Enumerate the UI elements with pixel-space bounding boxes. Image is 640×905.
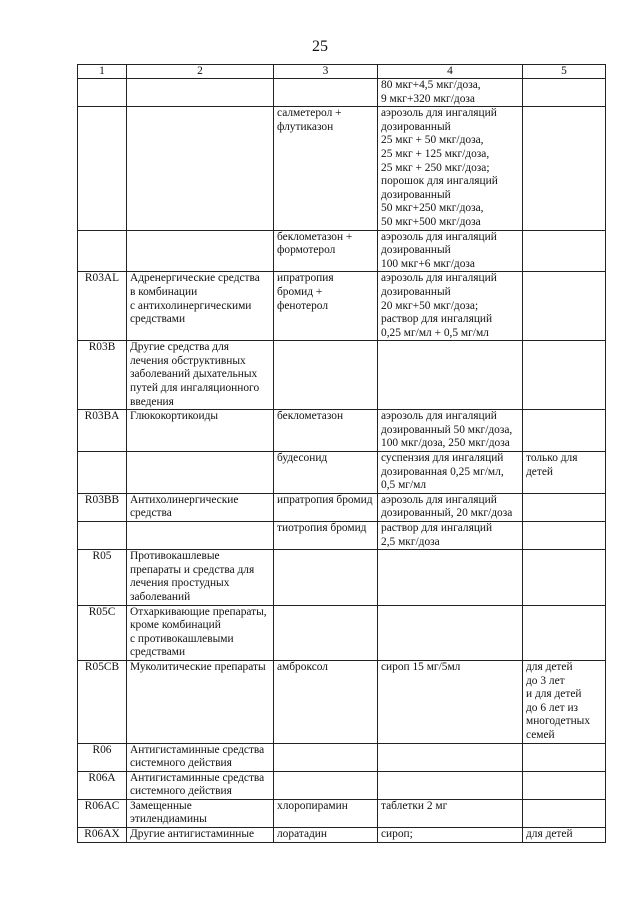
dosage-form-cell <box>378 771 523 799</box>
drug-name-cell <box>274 550 378 605</box>
drug-name-cell: лоратадин <box>274 828 378 843</box>
table-row <box>78 743 606 771</box>
group-name-cell <box>127 522 274 550</box>
note-cell <box>523 341 606 410</box>
dosage-form-cell: сироп; <box>378 828 523 843</box>
atc-code-cell: R06A <box>78 771 127 799</box>
dosage-form-cell: аэрозоль для ингаляций дозированный 25 мкг + 50 мкг/доза, 25 мкг + 125 мкг/доза, 25 мкг + 250 мкг/доза; порошок для ингаляций дозированный 50 мкг+250 мкг/доза, 50 мкг+500 мкг/доза <box>378 107 523 230</box>
drug-name-cell <box>274 341 378 410</box>
dosage-form-cell: 80 мкг+4,5 мкг/доза, 9 мкг+320 мкг/доза <box>378 79 523 107</box>
drug-name-cell: беклометазон <box>274 410 378 452</box>
atc-code-cell <box>78 79 127 107</box>
table-row <box>78 660 606 743</box>
atc-code-cell <box>78 522 127 550</box>
dosage-form-cell <box>378 550 523 605</box>
column-header: 4 <box>378 65 523 79</box>
dosage-form-cell: таблетки 2 мг <box>378 799 523 827</box>
table-row <box>78 799 606 827</box>
group-name-cell: Антигистаминные средства системного действия <box>127 771 274 799</box>
drug-name-cell: амброксол <box>274 660 378 743</box>
atc-code-cell: R05C <box>78 605 127 660</box>
group-name-cell: Муколитические препараты <box>127 660 274 743</box>
atc-code-cell: R05 <box>78 550 127 605</box>
note-cell <box>523 550 606 605</box>
drug-name-cell: хлоропирамин <box>274 799 378 827</box>
note-cell <box>523 410 606 452</box>
header-row <box>78 65 606 79</box>
dosage-form-cell: аэрозоль для ингаляций дозированный 20 мкг+50 мкг/доза; раствор для ингаляций 0,25 мг/мл + 0,5 мг/мл <box>378 272 523 341</box>
drug-name-cell <box>274 743 378 771</box>
group-name-cell <box>127 230 274 272</box>
note-cell <box>523 771 606 799</box>
atc-code-cell: R03BB <box>78 493 127 521</box>
group-name-cell <box>127 79 274 107</box>
group-name-cell: Противокашлевые препараты и средства для лечения простудных заболеваний <box>127 550 274 605</box>
atc-code-cell: R03AL <box>78 272 127 341</box>
note-cell: для детей <box>523 828 606 843</box>
table-row <box>78 522 606 550</box>
drug-name-cell: ипратропия бромид <box>274 493 378 521</box>
note-cell <box>523 522 606 550</box>
atc-code-cell <box>78 107 127 230</box>
dosage-form-cell <box>378 605 523 660</box>
dosage-form-cell: аэрозоль для ингаляций дозированный, 20 мкг/доза <box>378 493 523 521</box>
dosage-form-cell <box>378 743 523 771</box>
dosage-form-cell: суспензия для ингаляций дозированная 0,25 мг/мл, 0,5 мг/мл <box>378 452 523 494</box>
page-number: 25 <box>312 38 328 55</box>
column-header: 3 <box>274 65 378 79</box>
group-name-cell <box>127 452 274 494</box>
atc-code-cell: R05CB <box>78 660 127 743</box>
drug-name-cell: беклометазон + формотерол <box>274 230 378 272</box>
table-row <box>78 771 606 799</box>
group-name-cell: Другие средства для лечения обструктивных заболеваний дыхательных путей для ингаляционного введения <box>127 341 274 410</box>
group-name-cell: Отхаркивающие препараты, кроме комбинаций с противокашлевыми средствами <box>127 605 274 660</box>
note-cell <box>523 605 606 660</box>
atc-code-cell: R06 <box>78 743 127 771</box>
note-cell <box>523 107 606 230</box>
dosage-form-cell: аэрозоль для ингаляций дозированный 50 мкг/доза, 100 мкг/доза, 250 мкг/доза <box>378 410 523 452</box>
column-header: 2 <box>127 65 274 79</box>
dosage-form-cell: раствор для ингаляций 2,5 мкг/доза <box>378 522 523 550</box>
drug-name-cell: ипратропия бромид + фенотерол <box>274 272 378 341</box>
dosage-form-cell: аэрозоль для ингаляций дозированный 100 мкг+6 мкг/доза <box>378 230 523 272</box>
note-cell <box>523 230 606 272</box>
table-row <box>78 828 606 843</box>
drug-name-cell: будесонид <box>274 452 378 494</box>
column-header: 1 <box>78 65 127 79</box>
atc-code-cell <box>78 452 127 494</box>
column-header: 5 <box>523 65 606 79</box>
group-name-cell: Замещенные этилендиамины <box>127 799 274 827</box>
drug-name-cell <box>274 771 378 799</box>
note-cell <box>523 743 606 771</box>
group-name-cell <box>127 107 274 230</box>
atc-code-cell <box>78 230 127 272</box>
note-cell <box>523 493 606 521</box>
table-row <box>78 341 606 410</box>
group-name-cell: Адренергические средства в комбинации с антихолинергическими средствами <box>127 272 274 341</box>
atc-code-cell: R03BA <box>78 410 127 452</box>
table-row <box>78 493 606 521</box>
table-row <box>78 272 606 341</box>
group-name-cell: Глюкокортикоиды <box>127 410 274 452</box>
drug-name-cell <box>274 79 378 107</box>
table-row <box>78 79 606 107</box>
table-row <box>78 230 606 272</box>
group-name-cell: Другие антигистаминные <box>127 828 274 843</box>
dosage-form-cell <box>378 341 523 410</box>
table-row <box>78 107 606 230</box>
note-cell <box>523 799 606 827</box>
group-name-cell: Антигистаминные средства системного действия <box>127 743 274 771</box>
note-cell <box>523 79 606 107</box>
note-cell <box>523 272 606 341</box>
atc-code-cell: R03B <box>78 341 127 410</box>
drug-name-cell: тиотропия бромид <box>274 522 378 550</box>
group-name-cell: Антихолинергические средства <box>127 493 274 521</box>
drug-name-cell: салметерол + флутиказон <box>274 107 378 230</box>
atc-code-cell: R06AX <box>78 828 127 843</box>
table-row <box>78 605 606 660</box>
atc-code-cell: R06AC <box>78 799 127 827</box>
table-row <box>78 410 606 452</box>
dosage-form-cell: сироп 15 мг/5мл <box>378 660 523 743</box>
table-row <box>78 550 606 605</box>
table-row <box>78 452 606 494</box>
drug-name-cell <box>274 605 378 660</box>
note-cell: только для детей <box>523 452 606 494</box>
note-cell: для детей до 3 лет и для детей до 6 лет из многодетных семей <box>523 660 606 743</box>
drug-table <box>77 64 606 843</box>
